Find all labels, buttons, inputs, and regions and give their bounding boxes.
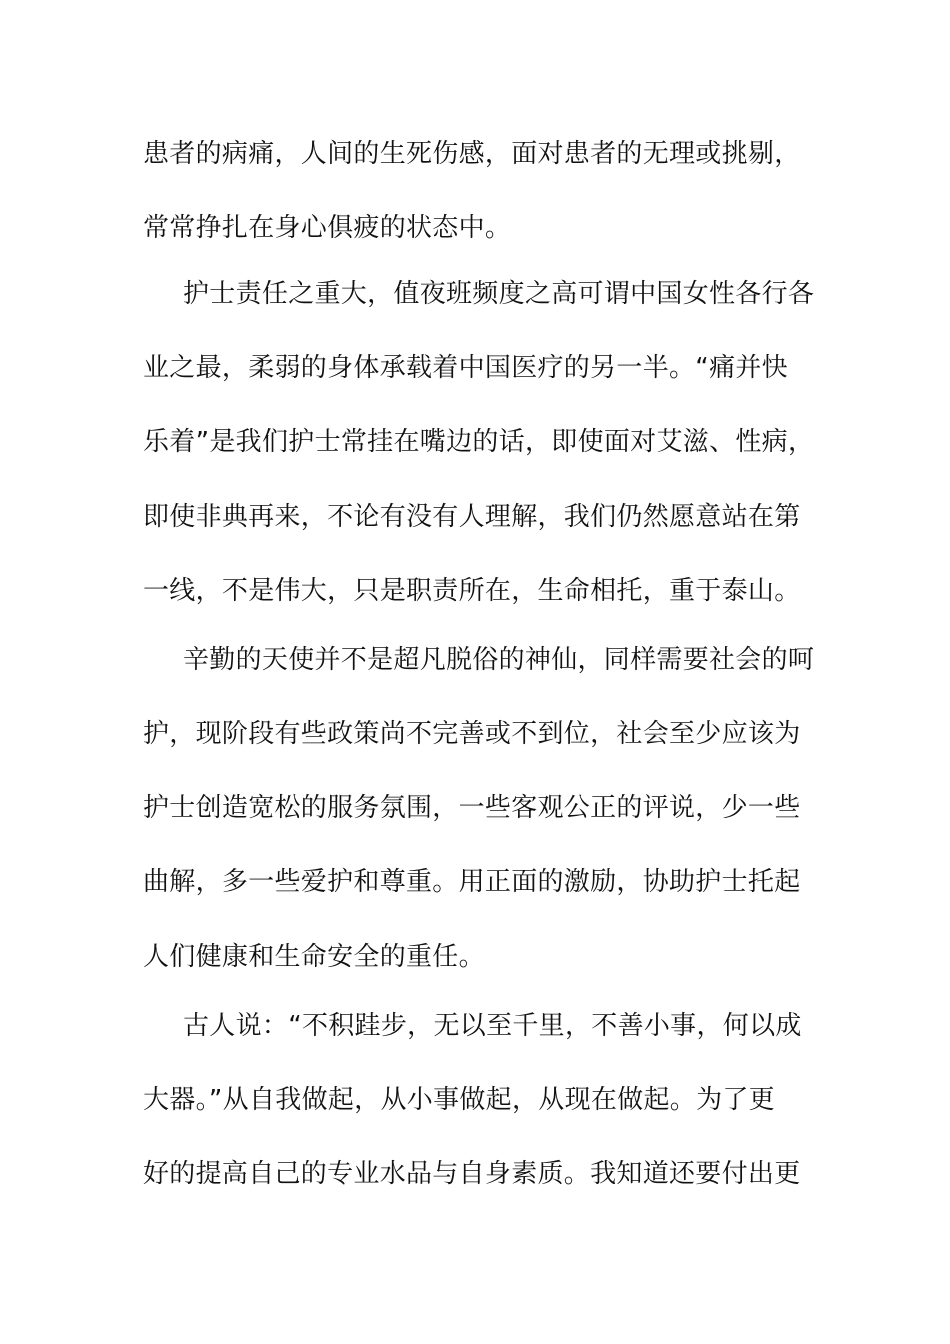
text-line: 大器。”从自我做起，从小事做起，从现在做起。为了更: [143, 1085, 775, 1115]
paragraph-start-line: 护士责任之重大，值夜班频度之高可谓中国女性各行各: [183, 279, 815, 309]
text-line: 常常挣扎在身心俱疲的状态中。: [143, 213, 512, 243]
paragraph-start-line: 辛勤的天使并不是超凡脱俗的神仙，同样需要社会的呵: [183, 645, 815, 675]
text-line: 乐着”是我们护士常挂在嘴边的话，即使面对艾滋、性病，: [143, 427, 815, 457]
text-line: 曲解，多一些爱护和尊重。用正面的激励，协助护士托起: [143, 867, 801, 897]
text-line: 一线，不是伟大，只是职责所在，生命相托，重于泰山。: [143, 576, 801, 606]
text-line: 即使非典再来，不论有没有人理解，我们仍然愿意站在第: [143, 502, 801, 532]
text-line: 业之最，柔弱的身体承载着中国医疗的另一半。“痛并快: [143, 353, 788, 383]
paragraph-start-line: 古人说：“不积跬步，无以至千里，不善小事，何以成: [183, 1011, 802, 1041]
text-line: 护士创造宽松的服务氛围，一些客观公正的评说，少一些: [143, 793, 801, 823]
text-line: 患者的病痛，人间的生死伤感，面对患者的无理或挑剔，: [143, 139, 801, 169]
text-line: 人们健康和生命安全的重任。: [143, 942, 485, 972]
text-line: 好的提高自己的专业水品与自身素质。我知道还要付出更: [143, 1159, 801, 1189]
text-line: 护，现阶段有些政策尚不完善或不到位，社会至少应该为: [143, 719, 801, 749]
